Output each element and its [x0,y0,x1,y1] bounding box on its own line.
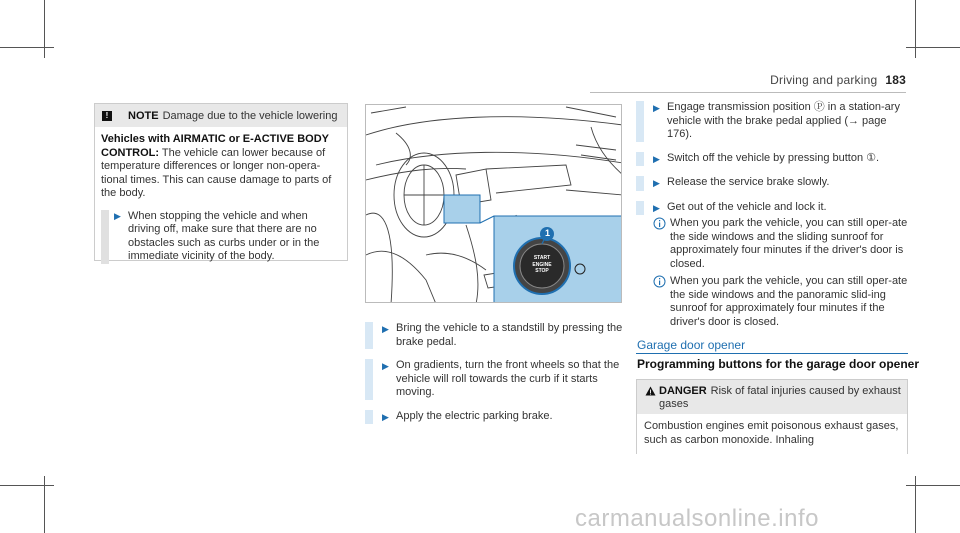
step-bar [636,152,644,167]
step-bar [365,359,373,400]
right-steps [636,101,908,333]
step-bar [636,176,644,191]
callout-number: 1 [544,228,550,238]
step-bar [636,201,644,216]
list-item [636,176,908,191]
info-text: When you park the vehicle, you can still oper-ate the side windows and the panoramic slid-ing sunroof for approximately four minutes if the driver's door is closed. [670,275,908,328]
step-arrow-icon: ▶ [653,202,660,213]
note-lead-bold: Vehicles with AIRMATIC or E-ACTIVE BODY CONTROL: [101,133,329,159]
list-item [636,201,908,216]
watermark: carmanualsonline.info [575,505,819,532]
step-arrow-icon: ▶ [653,153,660,164]
danger-box [636,379,908,454]
step-bar [365,322,373,349]
note-body [95,127,347,264]
step-text: Bring the vehicle to a standstill by pressing the brake pedal. [396,322,623,348]
cockpit-illustration [365,104,622,303]
note-lead-text: The vehicle can lower because of temperature differences or longer non-opera-tional times. This can cause damage to parts of the body. [101,146,332,199]
middle-steps [365,322,625,434]
section-divider [636,353,908,354]
section-name: Driving and parking [770,73,878,87]
crop-mark [915,476,916,533]
page-header [770,73,906,87]
list-item [365,322,625,349]
step-arrow-icon: ▶ [653,103,660,113]
list-item [365,359,625,400]
step-arrow-icon: ▶ [653,178,660,188]
note-step-text: When stopping the vehicle and when driving off, make sure that there are no obstacles such as curbs under or in the immediate vicinity of the body. [128,209,320,262]
note-label: NOTE [128,109,159,122]
dashboard-drawing [366,105,622,303]
subsection-title: Programming buttons for the garage door opener [637,357,920,371]
step-bar [101,210,109,264]
step-text: Get out of the vehicle and lock it. [667,200,827,213]
info-text: When you park the vehicle, you can still oper-ate the side windows and the sliding sunroof for approximately four minutes if the driver's door is closed. [670,217,908,270]
step-text: Switch off the vehicle by pressing button ①. [667,151,880,164]
crop-mark [915,0,916,58]
crop-mark [44,476,45,533]
start-stop-button-label [526,255,558,275]
info-icon [653,217,666,230]
step-bar [365,410,373,425]
step-bar [636,101,644,142]
button-line-3: STOP [535,268,549,274]
note-title: Damage due to the vehicle lowering [162,109,338,122]
header-divider [590,92,906,93]
step-arrow-icon: ▶ [382,411,389,422]
list-item [365,410,625,425]
crop-mark [44,0,45,58]
step-arrow-icon: ▶ [382,361,389,371]
crop-mark [0,485,54,486]
danger-label: DANGER [659,385,707,397]
info-note [653,217,908,271]
note-box [94,103,348,261]
info-icon [653,275,666,288]
list-item [636,152,908,167]
danger-title: Risk of fatal injuries caused by exhaust gases [659,385,901,410]
warning-triangle-icon [645,386,656,396]
info-note [653,275,908,329]
button-line-2: ENGINE [532,261,552,268]
danger-header [637,380,907,414]
step-text: Apply the electric parking brake. [396,409,553,422]
note-step [101,210,340,264]
step-text: Release the service brake slowly. [667,176,830,188]
page-number: 183 [885,73,906,87]
step-text: On gradients, turn the front wheels so that the vehicle will roll towards the curb if it starts moving. [396,359,620,398]
list-item [636,101,908,142]
step-text: Engage transmission position Ⓟ in a station-ary vehicle with the brake pedal applied (→ page 176). [667,101,900,140]
note-header [95,104,347,127]
section-title: Garage door opener [637,338,746,352]
step-arrow-icon: ▶ [114,210,121,221]
danger-body: Combustion engines emit poisonous exhaust gases, such as carbon monoxide. Inhaling [644,420,899,446]
step-arrow-icon: ▶ [382,324,389,334]
crop-mark [0,47,54,48]
button-line-1: START [533,255,551,261]
exclamation-icon: ! [102,111,112,121]
